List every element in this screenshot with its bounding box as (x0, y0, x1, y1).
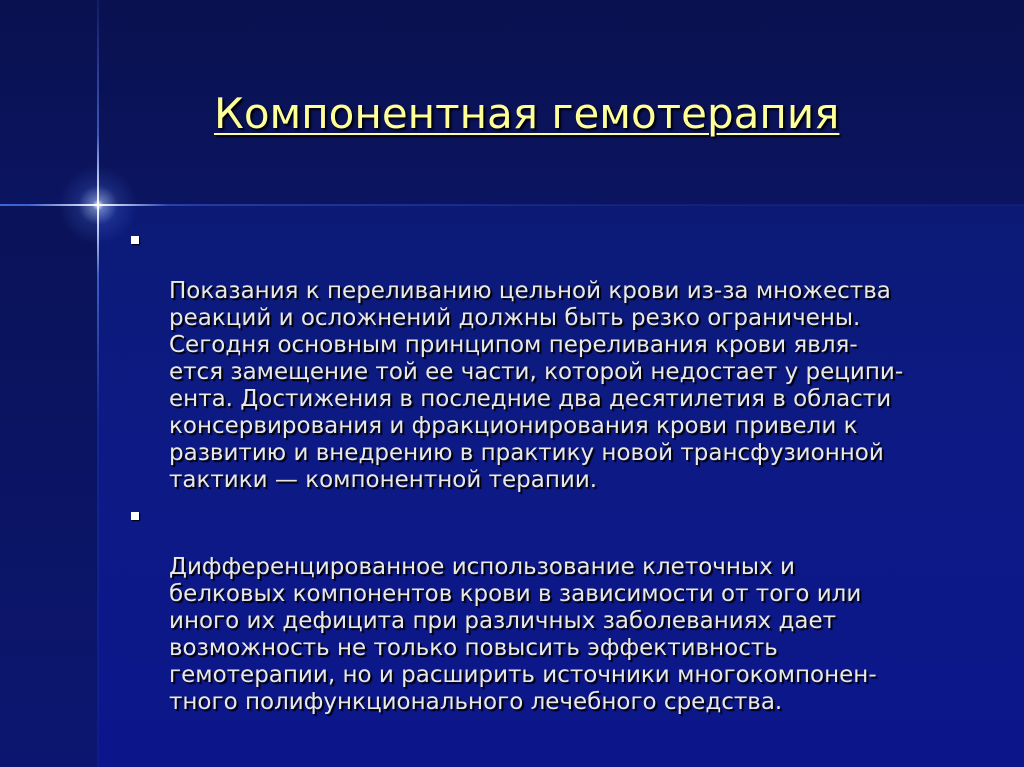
bullet-item (128, 500, 978, 716)
bullet-text: Дифференцированное использование клеточных и белковых компонентов крови в зависимости от того или иного их дефицита при различных заболеваниях дает возможность не только повысить эффективность гемотерапии, но и расширить источники многокомпонен- тного полифункционального лечебного средства. (169, 554, 877, 715)
bullet-item (128, 224, 978, 494)
bullet-list (128, 224, 978, 722)
vertical-divider-line (97, 0, 99, 767)
bullet-square-icon (131, 512, 139, 520)
bullet-square-icon (131, 236, 139, 244)
slide-title: Компонентная гемотерапия (214, 89, 840, 138)
sparkle-ray-vertical (97, 135, 99, 275)
left-strip (0, 205, 98, 767)
bullet-text: Показания к переливанию цельной крови из-за множества реакций и осложнений должны быть резко ограничены. Сегодня основным принципом переливания крови явля- ется замещение той ее части, которой недостает у реципи- ента. Достижения в последние два десятилетия в области консервирования и фракционирования крови привели к развитию и внедрению в практику новой трансфузионной тактики — компонентной терапии. (169, 278, 904, 493)
